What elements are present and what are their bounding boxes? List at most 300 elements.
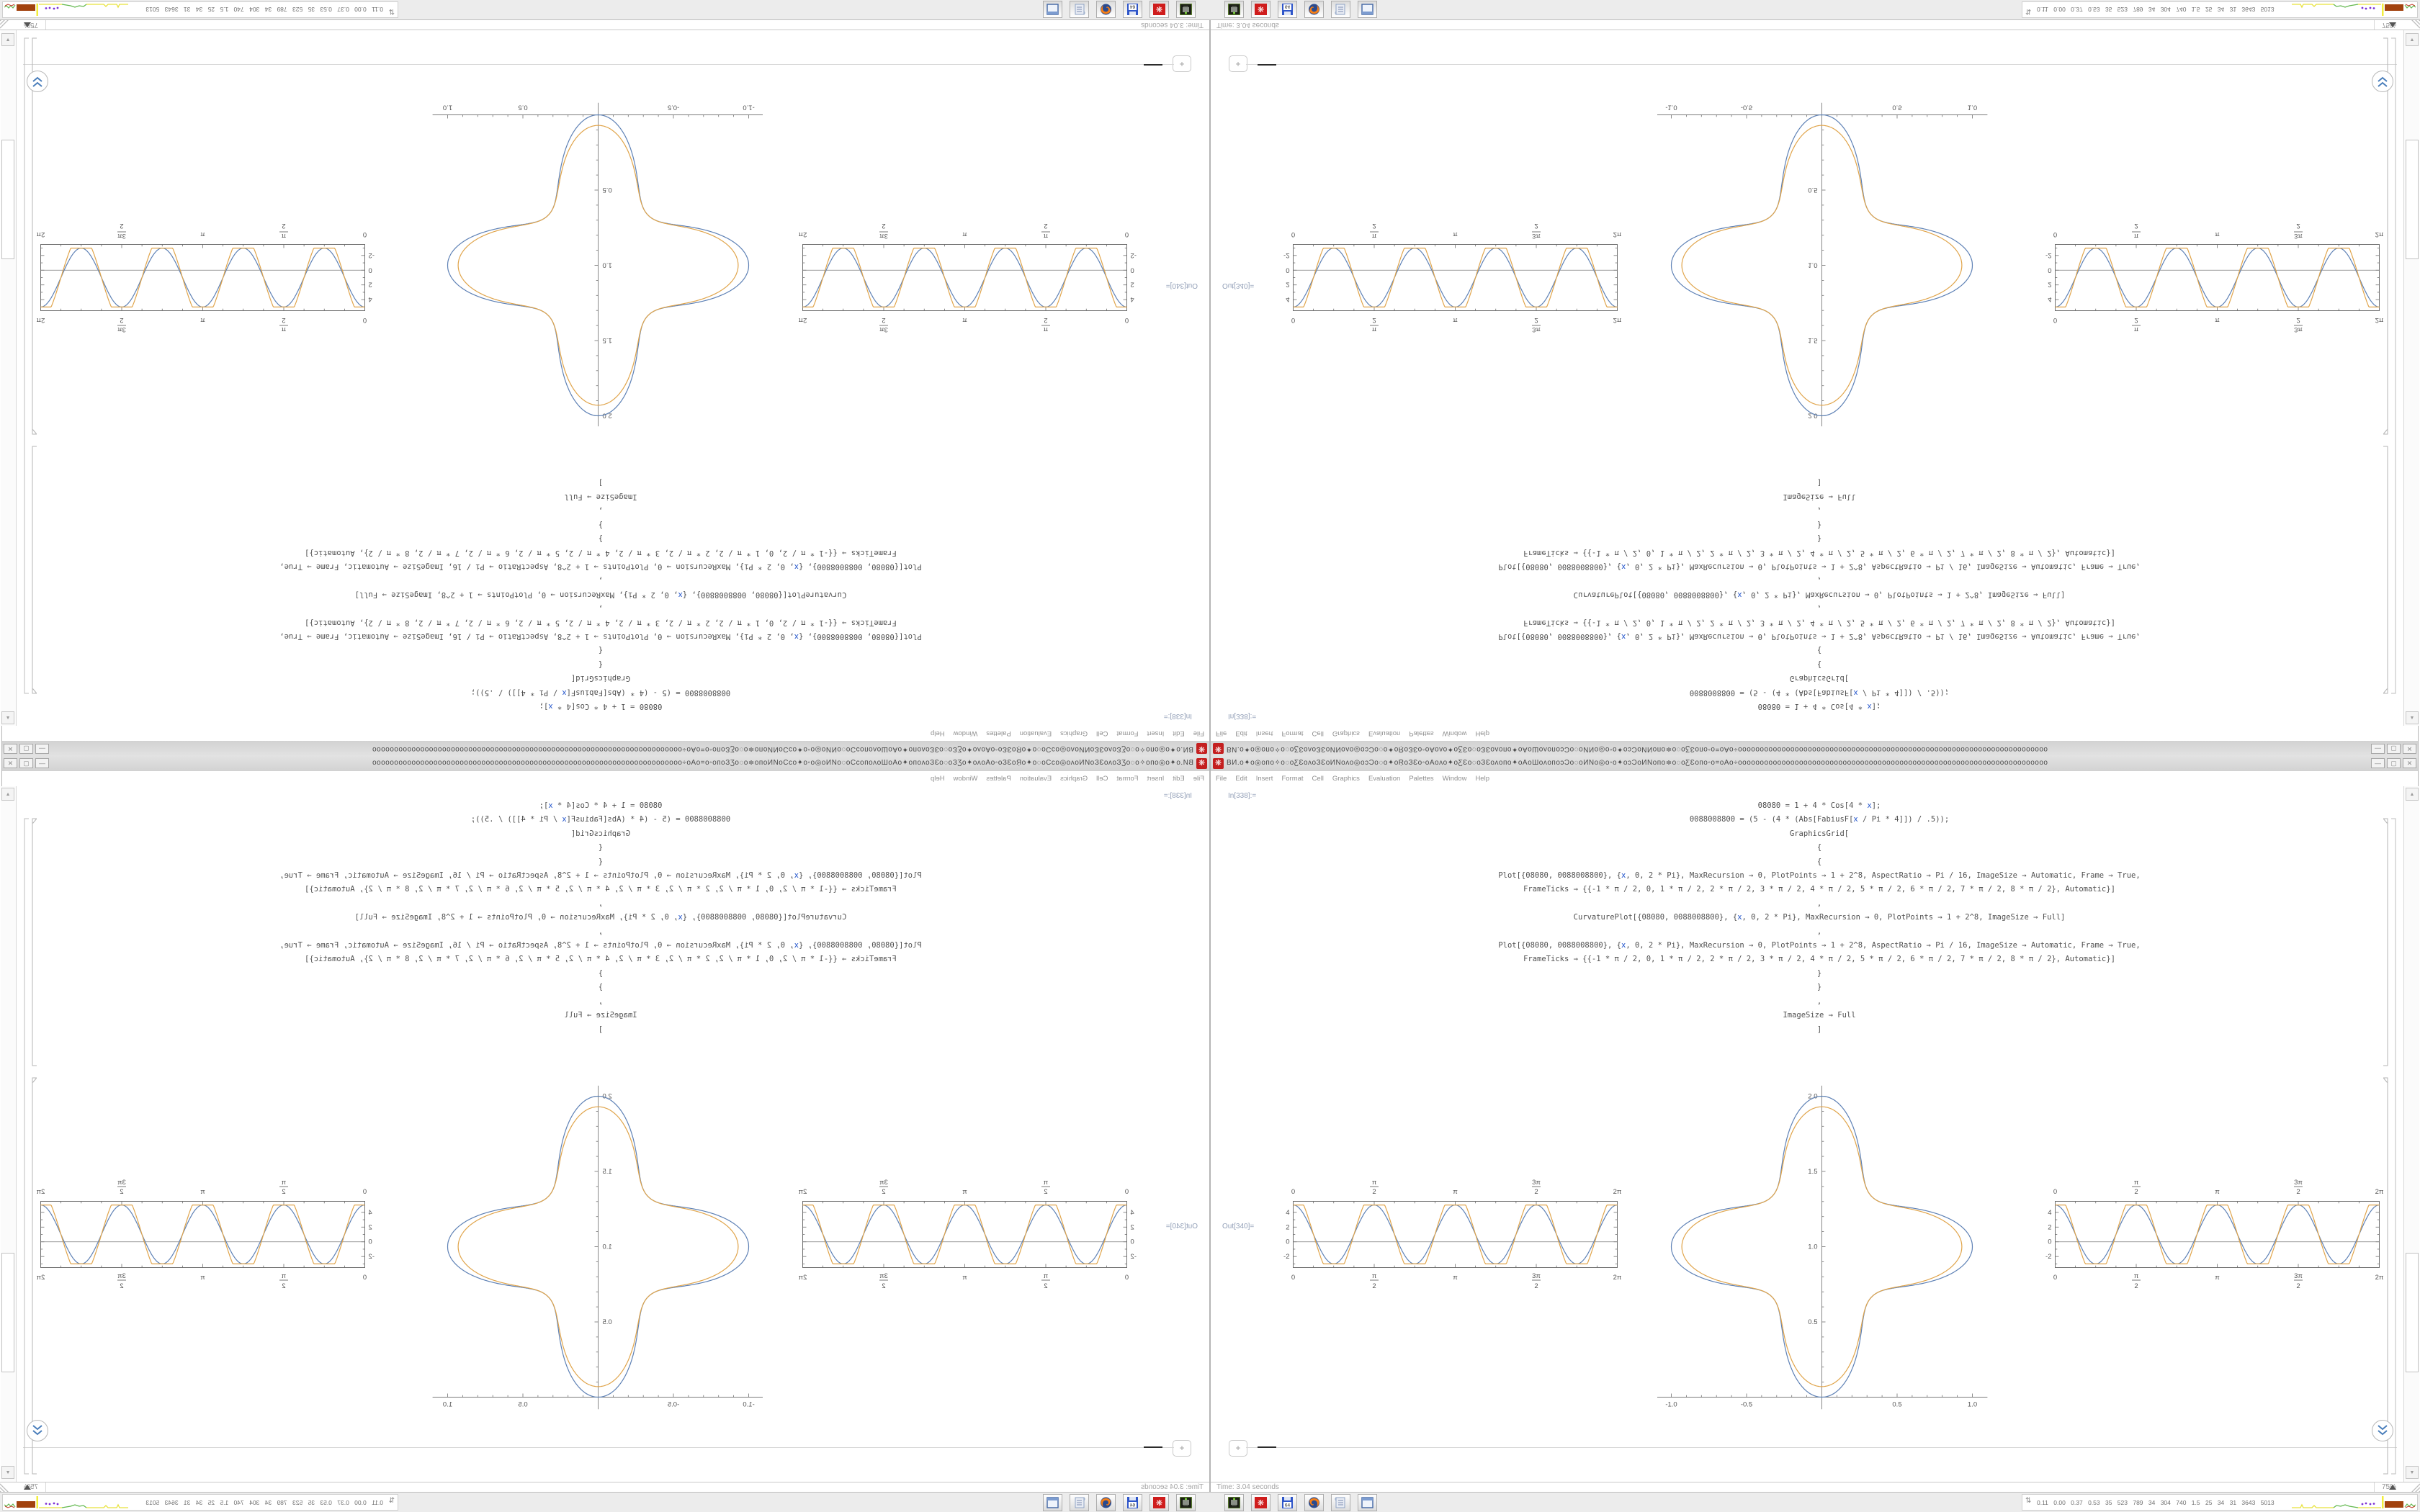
code-line[interactable]: , (1816, 604, 1822, 613)
magnification-value[interactable]: 75% (2374, 19, 2401, 30)
code-line[interactable]: CurvaturePlot[{08080, 0088008800}, {x, 0, 2 * Pi}, MaxRecursion → 0, PlotPoints → 1 + 2^8, ImageSize → Full] (1573, 913, 2066, 922)
taskbar-wolfram-kernel-button[interactable] (1150, 1, 1169, 18)
vertical-scrollbar[interactable] (1, 30, 17, 726)
mathematica-desktop (1210, 0, 2420, 756)
insert-cell-plus-button[interactable]: + (1229, 55, 1247, 72)
svg-text:2.0: 2.0 (1808, 411, 1818, 420)
code-line[interactable]: 08080 = 1 + 4 * Cos[4 * x]; (539, 801, 663, 810)
in-cell-label: In[338]:= (1163, 712, 1192, 720)
menu-item-evaluation[interactable]: Evaluation (1368, 729, 1401, 737)
svg-text:0: 0 (2048, 1238, 2052, 1246)
minimize-button[interactable]: — (2371, 744, 2385, 754)
svg-text:0: 0 (1291, 316, 1296, 324)
taskbar-wolfram-kernel-button[interactable] (1251, 1, 1270, 18)
code-line[interactable]: 08080 = 1 + 4 * Cos[4 * x]; (1757, 702, 1881, 711)
system-stats-text: 0.11 0.00 0.37 0.53 35 523 789 34 304 740 1.5 25 34 31 3643 5013 (2037, 6, 2275, 13)
insert-cell-plus-button[interactable]: + (1173, 1440, 1191, 1457)
code-line[interactable]: } (598, 520, 604, 529)
code-line[interactable]: ] (1816, 478, 1822, 487)
taskbar-firefox-button[interactable] (1096, 1, 1116, 18)
scrollbar-down-arrow[interactable]: ▼ (1, 1466, 14, 1479)
resize-grip-icon[interactable] (2409, 1482, 2420, 1493)
svg-text:0.5: 0.5 (602, 186, 612, 194)
code-line[interactable]: } (1816, 520, 1822, 529)
taskbar-terminal-button[interactable] (1176, 1494, 1196, 1511)
svg-text:2π: 2π (1613, 316, 1622, 324)
resize-grip-icon[interactable] (0, 1482, 11, 1493)
code-line[interactable]: } (598, 534, 604, 544)
close-button[interactable]: ✕ (4, 744, 17, 754)
scroll-to-end-button[interactable] (2372, 71, 2393, 92)
taskbar-floppy64-button[interactable] (1123, 1, 1142, 18)
svg-text:4: 4 (1286, 295, 1290, 304)
code-line[interactable]: ] (598, 1025, 604, 1034)
svg-text:π: π (1371, 325, 1377, 333)
cell-brackets[interactable] (2378, 30, 2403, 696)
svg-text:0: 0 (2053, 1274, 2058, 1282)
taskbar-window-button[interactable] (1043, 1, 1062, 18)
code-line[interactable]: , (1816, 899, 1822, 908)
code-line[interactable]: 0088008800 = (5 - (4 * (Abs[FabiusF[x / Pi * 4]]) / .5)); (1689, 688, 1950, 697)
taskbar-window-button[interactable] (1043, 1494, 1062, 1511)
minimize-button[interactable]: — (35, 758, 49, 768)
svg-text:2: 2 (282, 316, 286, 324)
menu-item-file[interactable]: File (1216, 729, 1227, 737)
svg-text:0: 0 (1124, 1188, 1129, 1196)
system-monitor-panel (2, 1494, 398, 1511)
code-line[interactable]: { (1816, 646, 1822, 655)
input-code-cell[interactable] (107, 475, 1094, 713)
svg-text:0: 0 (1124, 316, 1129, 324)
scrollbar-thumb[interactable] (2406, 1253, 2419, 1372)
menu-item-palettes[interactable]: Palettes (986, 729, 1011, 737)
code-line[interactable]: } (598, 983, 604, 992)
scrollbar-up-arrow[interactable]: ▲ (1, 788, 14, 801)
code-line[interactable]: Plot[{08080, 0088008800}, {x, 0, 2 * Pi}, MaxRecursion → 0, PlotPoints → 1 + 2^8, AspectRatio → Pi / 16, ImageSize → Automatic, Frame → True, (279, 941, 922, 950)
taskbar-window-button[interactable] (1358, 1494, 1377, 1511)
input-code-cell[interactable] (107, 799, 1094, 1037)
firefox-icon (1100, 1497, 1112, 1508)
resize-grip-icon[interactable] (0, 19, 11, 30)
desktop-taskbar (0, 1492, 1210, 1512)
menu-item-palettes[interactable]: Palettes (1409, 775, 1434, 783)
double-chevron-down-icon (27, 1421, 48, 1441)
notebook-content[interactable] (1211, 30, 2419, 726)
close-button[interactable]: ✕ (2403, 758, 2416, 768)
svg-text:π: π (2133, 1179, 2139, 1187)
scrollbar-down-arrow[interactable]: ▼ (1, 33, 14, 46)
minimize-button[interactable]: — (35, 744, 49, 754)
code-line[interactable]: } (1816, 968, 1822, 978)
menu-item-edit[interactable]: Edit (1235, 775, 1247, 783)
taskbar-firefox-button[interactable] (1096, 1494, 1116, 1511)
input-code-cell[interactable] (1326, 475, 2313, 713)
code-line[interactable]: FrameTicks → {{-1 * π / 2, 0, 1 * π / 2, 2 * π / 2, 3 * π / 2, 4 * π / 2, 5 * π / 2, 6 * π / 2, 7 * π / 2, 8 * π / 2}, Automatic}] (305, 955, 897, 964)
taskbar-window-button[interactable] (1358, 1, 1377, 18)
menu-item-palettes[interactable]: Palettes (1409, 729, 1434, 737)
code-line[interactable]: CurvaturePlot[{08080, 0088008800}, {x, 0, 2 * Pi}, MaxRecursion → 0, PlotPoints → 1 + 2^8, ImageSize → Full] (354, 590, 847, 599)
desktop-taskbar (1210, 1492, 2420, 1512)
maximize-button[interactable]: ▢ (2387, 744, 2401, 754)
menu-item-edit[interactable]: Edit (1235, 729, 1247, 737)
code-line[interactable]: FrameTicks → {{-1 * π / 2, 0, 1 * π / 2, 2 * π / 2, 3 * π / 2, 4 * π / 2, 5 * π / 2, 6 * π / 2, 7 * π / 2, 8 * π / 2}, Automatic}] (305, 618, 897, 627)
taskbar-scroll-button[interactable] (1331, 1494, 1350, 1511)
code-line[interactable]: CurvaturePlot[{08080, 0088008800}, {x, 0, 2 * Pi}, MaxRecursion → 0, PlotPoints → 1 + 2^8, ImageSize → Full] (354, 913, 847, 922)
code-line[interactable]: 0088008800 = (5 - (4 * (Abs[FabiusF[x / Pi * 4]]) / .5)); (1689, 815, 1950, 824)
scrollbar-down-arrow[interactable]: ▼ (2406, 1466, 2419, 1479)
code-line[interactable]: } (1816, 534, 1822, 544)
close-button[interactable]: ✕ (2403, 744, 2416, 754)
svg-text:3π: 3π (879, 325, 888, 333)
mathematica-window (1210, 20, 2419, 756)
out-cell-label: Out[340]= (1222, 282, 1255, 289)
svg-text:π: π (281, 1179, 287, 1187)
cell-insertion-mark (1258, 64, 1276, 66)
menu-item-window[interactable]: Window (953, 775, 978, 783)
menu-item-evaluation[interactable]: Evaluation (1019, 729, 1052, 737)
taskbar-floppy64-button[interactable] (1278, 1, 1297, 18)
svg-text:2π: 2π (36, 316, 45, 324)
svg-text:0: 0 (1130, 266, 1134, 274)
wolfram-kernel-icon (1153, 4, 1165, 15)
code-line[interactable]: ImageSize → Full (1783, 492, 1856, 501)
magnification-popup-button[interactable] (2386, 21, 2398, 29)
code-line[interactable]: { (1816, 660, 1822, 669)
svg-text:2.0: 2.0 (602, 1092, 612, 1101)
scroll-to-end-button[interactable] (27, 1420, 48, 1441)
svg-text:❋: ❋ (1155, 1499, 1163, 1508)
wolfram-kernel-icon (1255, 1497, 1267, 1508)
taskbar-firefox-button[interactable] (1304, 1, 1324, 18)
scrollbar-thumb[interactable] (1, 140, 14, 259)
input-code-cell[interactable] (1326, 799, 2313, 1037)
scrollbar-down-arrow[interactable]: ▼ (2406, 33, 2419, 46)
svg-text:π: π (962, 316, 967, 324)
menu-item-window[interactable]: Window (1442, 729, 1467, 737)
svg-text:2: 2 (2296, 1282, 2300, 1290)
code-line[interactable]: { (598, 646, 604, 655)
code-line[interactable]: 0088008800 = (5 - (4 * (Abs[FabiusF[x / Pi * 4]]) / .5)); (470, 815, 731, 824)
menu-item-format[interactable]: Format (1281, 775, 1304, 783)
taskbar-terminal-button[interactable] (1176, 1, 1196, 18)
menu-item-file[interactable]: File (1193, 729, 1204, 737)
svg-text:2: 2 (2134, 316, 2138, 324)
quadrant-bottom-left-mirrored (0, 756, 1210, 1512)
svg-text:3π: 3π (2294, 232, 2303, 240)
code-line[interactable]: Plot[{08080, 0088008800}, {x, 0, 2 * Pi}, MaxRecursion → 0, PlotPoints → 1 + 2^8, AspectRatio → Pi / 16, ImageSize → Automatic, Frame → True, (1498, 871, 2141, 881)
vertical-scrollbar[interactable] (2403, 786, 2419, 1482)
scroll-to-end-button[interactable] (2372, 1420, 2393, 1441)
taskbar-terminal-button[interactable] (1224, 1, 1244, 18)
svg-text:2π: 2π (798, 1274, 807, 1282)
svg-text:2: 2 (282, 222, 286, 230)
svg-text:π: π (1453, 316, 1458, 324)
menu-item-format[interactable]: Format (1116, 729, 1139, 737)
terminal-icon (1228, 4, 1240, 15)
code-line[interactable]: , (598, 996, 604, 1006)
taskbar-scroll-button[interactable] (1331, 1, 1350, 18)
magnification-value[interactable]: 75% (19, 19, 46, 30)
menu-item-graphics[interactable]: Graphics (1332, 775, 1360, 783)
menu-item-edit[interactable]: Edit (1173, 729, 1185, 737)
code-line[interactable]: 08080 = 1 + 4 * Cos[4 * x]; (1757, 801, 1881, 810)
menu-item-evaluation[interactable]: Evaluation (1019, 775, 1052, 783)
menu-item-evaluation[interactable]: Evaluation (1368, 775, 1401, 783)
system-stats-text: 0.11 0.00 0.37 0.53 35 523 789 34 304 740 1.5 25 34 31 3643 5013 (145, 1499, 383, 1506)
code-line[interactable]: Plot[{08080, 0088008800}, {x, 0, 2 * Pi}, MaxRecursion → 0, PlotPoints → 1 + 2^8, AspectRatio → Pi / 16, ImageSize → Automatic, Frame → True, (279, 562, 922, 571)
close-button[interactable]: ✕ (4, 758, 17, 768)
code-line[interactable]: { (598, 660, 604, 669)
code-line[interactable]: FrameTicks → {{-1 * π / 2, 0, 1 * π / 2, 2 * π / 2, 3 * π / 2, 4 * π / 2, 5 * π / 2, 6 * π / 2, 7 * π / 2, 8 * π / 2}, Automatic}] (1523, 548, 2115, 557)
svg-text:2: 2 (1372, 1188, 1376, 1196)
svg-text:π: π (200, 1274, 205, 1282)
scrollbar-up-arrow[interactable]: ▲ (2406, 711, 2419, 724)
svg-text:2: 2 (1372, 1282, 1376, 1290)
code-line[interactable]: , (598, 576, 604, 585)
menu-item-palettes[interactable]: Palettes (986, 775, 1011, 783)
in-cell-label: In[338]:= (1163, 792, 1192, 800)
menu-item-insert[interactable]: Insert (1255, 729, 1273, 737)
code-line[interactable]: GraphicsGrid[ (570, 829, 631, 838)
wolfram-kernel-icon (1153, 1497, 1165, 1508)
menu-item-edit[interactable]: Edit (1173, 775, 1185, 783)
code-line[interactable]: { (1816, 857, 1822, 866)
code-line[interactable]: Plot[{08080, 0088008800}, {x, 0, 2 * Pi}, MaxRecursion → 0, PlotPoints → 1 + 2^8, AspectRatio → Pi / 16, ImageSize → Automatic, Frame → True, (279, 871, 922, 881)
title-bar[interactable] (2, 756, 1209, 772)
svg-text:0.5: 0.5 (1892, 103, 1902, 112)
cell-insertion-line[interactable] (23, 64, 1174, 65)
svg-text:❋: ❋ (1257, 1499, 1265, 1508)
svg-text:-1.0: -1.0 (1665, 103, 1677, 112)
evaluation-time-text: Time: 3.04 seconds (1141, 21, 1204, 29)
menu-item-format[interactable]: Format (1281, 729, 1304, 737)
vertical-scrollbar[interactable] (2403, 30, 2419, 726)
svg-text:2: 2 (2048, 280, 2052, 289)
code-line[interactable]: GraphicsGrid[ (570, 674, 631, 683)
code-line[interactable]: CurvaturePlot[{08080, 0088008800}, {x, 0, 2 * Pi}, MaxRecursion → 0, PlotPoints → 1 + 2^8, ImageSize → Full] (1573, 590, 2066, 599)
scroll-icon (1335, 1497, 1347, 1508)
title-bar[interactable] (1211, 740, 2418, 756)
code-line[interactable]: FrameTicks → {{-1 * π / 2, 0, 1 * π / 2, 2 * π / 2, 3 * π / 2, 4 * π / 2, 5 * π / 2, 6 * π / 2, 7 * π / 2, 8 * π / 2}, Automatic}] (305, 885, 897, 894)
svg-text:3π: 3π (2294, 1179, 2303, 1187)
code-line[interactable]: GraphicsGrid[ (1789, 674, 1850, 683)
svg-text:2: 2 (1044, 222, 1048, 230)
svg-text:1.0: 1.0 (602, 1243, 612, 1251)
menu-bar (2, 725, 1209, 741)
cell-brackets[interactable] (2378, 816, 2403, 1482)
menu-item-insert[interactable]: Insert (1255, 775, 1273, 783)
magnification-popup-button[interactable] (2386, 1483, 2398, 1491)
code-line[interactable]: , (598, 506, 604, 516)
code-line[interactable]: , (1816, 996, 1822, 1006)
notebook-content[interactable] (1, 30, 1209, 726)
code-line[interactable]: Plot[{08080, 0088008800}, {x, 0, 2 * Pi}, MaxRecursion → 0, PlotPoints → 1 + 2^8, AspectRatio → Pi / 16, ImageSize → Automatic, Frame → True, (279, 631, 922, 641)
code-line[interactable]: Plot[{08080, 0088008800}, {x, 0, 2 * Pi}, MaxRecursion → 0, PlotPoints → 1 + 2^8, AspectRatio → Pi / 16, ImageSize → Automatic, Frame → True, (1498, 631, 2141, 641)
code-line[interactable]: 0088008800 = (5 - (4 * (Abs[FabiusF[x / Pi * 4]]) / .5)); (470, 688, 731, 697)
scroll-to-end-button[interactable] (27, 71, 48, 92)
svg-text:1.0: 1.0 (442, 103, 453, 112)
code-line[interactable]: ] (598, 478, 604, 487)
window-frame-icon (1361, 1497, 1373, 1508)
svg-text:π: π (2215, 316, 2220, 324)
svg-text:0.5: 0.5 (518, 103, 528, 112)
menu-item-help[interactable]: Help (1475, 775, 1489, 783)
svg-text:2: 2 (2048, 1223, 2052, 1232)
notebook-content[interactable] (1, 786, 1209, 1482)
notebook-content[interactable] (1211, 786, 2419, 1482)
svg-text:3π: 3π (117, 325, 126, 333)
code-line[interactable]: { (598, 843, 604, 852)
menu-item-graphics[interactable]: Graphics (1060, 775, 1088, 783)
svg-text:2: 2 (1534, 222, 1538, 230)
svg-text:2: 2 (1130, 1223, 1134, 1232)
vertical-scrollbar[interactable] (1, 786, 17, 1482)
svg-text:2: 2 (120, 222, 124, 230)
menu-item-cell[interactable]: Cell (1312, 775, 1324, 783)
menu-item-help[interactable]: Help (1475, 729, 1489, 737)
menu-item-window[interactable]: Window (953, 729, 978, 737)
code-line[interactable]: FrameTicks → {{-1 * π / 2, 0, 1 * π / 2, 2 * π / 2, 3 * π / 2, 4 * π / 2, 5 * π / 2, 6 * π / 2, 7 * π / 2, 8 * π / 2}, Automatic}] (1523, 885, 2115, 894)
wave-plot-right (2034, 212, 2394, 342)
taskbar-floppy64-button[interactable] (1278, 1494, 1297, 1511)
taskbar-firefox-button[interactable] (1304, 1494, 1324, 1511)
mathematica-window (1, 20, 1210, 756)
svg-text:3π: 3π (1532, 325, 1541, 333)
code-line[interactable]: FrameTicks → {{-1 * π / 2, 0, 1 * π / 2, 2 * π / 2, 3 * π / 2, 4 * π / 2, 5 * π / 2, 6 * π / 2, 7 * π / 2, 8 * π / 2}, Automatic}] (1523, 618, 2115, 627)
code-line[interactable]: { (1816, 843, 1822, 852)
taskbar-scroll-button[interactable] (1070, 1, 1089, 18)
curvature-rose-plot (1657, 1076, 2003, 1415)
floppy-64-icon (1281, 1497, 1294, 1508)
scrollbar-up-arrow[interactable]: ▲ (1, 711, 14, 724)
code-line[interactable]: , (598, 604, 604, 613)
window-frame-icon (1047, 1497, 1059, 1508)
menu-item-insert[interactable]: Insert (1147, 729, 1165, 737)
maximize-button[interactable]: ▢ (19, 744, 33, 754)
taskbar-wolfram-kernel-button[interactable] (1251, 1494, 1270, 1511)
menu-item-format[interactable]: Format (1116, 775, 1139, 783)
magnification-value[interactable]: 75% (2374, 1482, 2401, 1493)
cell-insertion-line[interactable] (23, 1447, 1174, 1448)
code-line[interactable]: 08080 = 1 + 4 * Cos[4 * x]; (539, 702, 663, 711)
code-line[interactable]: Plot[{08080, 0088008800}, {x, 0, 2 * Pi}, MaxRecursion → 0, PlotPoints → 1 + 2^8, AspectRatio → Pi / 16, ImageSize → Automatic, Frame → True, (1498, 562, 2141, 571)
insert-cell-plus-button[interactable]: + (1173, 55, 1191, 72)
svg-text:0: 0 (1291, 1274, 1296, 1282)
svg-text:2: 2 (368, 1223, 372, 1232)
menu-item-window[interactable]: Window (1442, 775, 1467, 783)
menu-item-help[interactable]: Help (931, 729, 945, 737)
code-line[interactable]: , (1816, 576, 1822, 585)
wave-plot-left (788, 1170, 1148, 1300)
title-bar[interactable] (2, 740, 1209, 756)
menu-item-cell[interactable]: Cell (1096, 729, 1108, 737)
taskbar-scroll-button[interactable] (1070, 1494, 1089, 1511)
code-line[interactable]: , (598, 899, 604, 908)
taskbar-floppy64-button[interactable] (1123, 1494, 1142, 1511)
scrollbar-up-arrow[interactable]: ▲ (2406, 788, 2419, 801)
code-line[interactable]: GraphicsGrid[ (1789, 829, 1850, 838)
magnification-popup-button[interactable] (22, 1483, 34, 1491)
svg-text:64: 64 (1129, 1503, 1136, 1508)
minimize-button[interactable]: — (2371, 758, 2385, 768)
system-monitor-panel (2, 1, 398, 18)
cell-brackets[interactable] (17, 30, 42, 696)
maximize-button[interactable]: ▢ (2387, 758, 2401, 768)
menu-item-cell[interactable]: Cell (1312, 729, 1324, 737)
mathematica-window (1, 756, 1210, 1492)
magnification-value[interactable]: 75% (19, 1482, 46, 1493)
menu-item-help[interactable]: Help (931, 775, 945, 783)
code-line[interactable]: FrameTicks → {{-1 * π / 2, 0, 1 * π / 2, 2 * π / 2, 3 * π / 2, 4 * π / 2, 5 * π / 2, 6 * π / 2, 7 * π / 2, 8 * π / 2}, Automatic}] (305, 548, 897, 557)
svg-text:2π: 2π (1613, 1274, 1622, 1282)
code-line[interactable]: Plot[{08080, 0088008800}, {x, 0, 2 * Pi}, MaxRecursion → 0, PlotPoints → 1 + 2^8, AspectRatio → Pi / 16, ImageSize → Automatic, Frame → True, (1498, 941, 2141, 950)
menu-item-graphics[interactable]: Graphics (1060, 729, 1088, 737)
code-line[interactable]: ] (1816, 1025, 1822, 1034)
maximize-button[interactable]: ▢ (19, 758, 33, 768)
svg-text:1.0: 1.0 (1808, 1243, 1818, 1251)
svg-text:π: π (1043, 1179, 1049, 1187)
svg-text:64: 64 (1284, 1503, 1291, 1508)
code-line[interactable]: { (598, 857, 604, 866)
svg-text:2: 2 (120, 1282, 124, 1290)
code-line[interactable]: , (1816, 927, 1822, 936)
double-chevron-down-icon (2372, 71, 2393, 91)
code-line[interactable]: } (598, 968, 604, 978)
svg-text:-2: -2 (1130, 251, 1137, 259)
svg-text:2.0: 2.0 (1808, 1092, 1818, 1101)
code-line[interactable]: , (1816, 506, 1822, 516)
cell-brackets[interactable] (17, 816, 42, 1482)
out-cell-label: Out[340]= (1165, 1223, 1198, 1230)
code-line[interactable]: , (598, 927, 604, 936)
code-line[interactable]: FrameTicks → {{-1 * π / 2, 0, 1 * π / 2, 2 * π / 2, 3 * π / 2, 4 * π / 2, 5 * π / 2, 6 * π / 2, 7 * π / 2, 8 * π / 2}, Automatic}] (1523, 955, 2115, 964)
menu-item-cell[interactable]: Cell (1096, 775, 1108, 783)
svg-text:3π: 3π (879, 1179, 888, 1187)
cell-insertion-line[interactable] (1246, 64, 2397, 65)
svg-text:2: 2 (2134, 1282, 2138, 1290)
code-line[interactable]: } (1816, 983, 1822, 992)
wave-plot-left (1272, 1170, 1632, 1300)
code-line[interactable]: ImageSize → Full (564, 1011, 637, 1020)
code-line[interactable]: ImageSize → Full (1783, 1011, 1856, 1020)
menu-item-file[interactable]: File (1193, 775, 1204, 783)
system-stats-text: 0.11 0.00 0.37 0.53 35 523 789 34 304 740 1.5 25 34 31 3643 5013 (2037, 1499, 2275, 1506)
svg-text:1.0: 1.0 (442, 1400, 453, 1409)
floppy-64-icon (1281, 4, 1294, 15)
svg-text:2: 2 (1534, 316, 1538, 324)
window-title: ВИ.о✦о◎опо✧о◌оƸƐоʌоЗƐоИNоʌо◎оɔƆо◌о✦оṜоЗƐо◦оАоʌо✦оƸƐо◌оЗƐоʌопо✦оАоШоʌопоɔƆо◌оИNо◎о◦о✦оɔƆоИNопо≑о◌оƸƐопо◦о=оАо÷ооооооооооооооооооооооооооооооооооооооооооооооооооооооооооооооооооооооо (1227, 745, 2048, 753)
curvature-rose-plot (417, 1076, 763, 1415)
updown-arrows-icon: ⇅ (388, 7, 395, 15)
wave-plot-left (788, 212, 1148, 342)
svg-text:-2: -2 (2045, 251, 2052, 259)
menu-item-graphics[interactable]: Graphics (1332, 729, 1360, 737)
taskbar-wolfram-kernel-button[interactable] (1150, 1494, 1169, 1511)
resize-grip-icon[interactable] (2409, 19, 2420, 30)
menu-item-insert[interactable]: Insert (1147, 775, 1165, 783)
code-line[interactable]: ImageSize → Full (564, 492, 637, 501)
magnification-popup-button[interactable] (22, 21, 34, 29)
scrollbar-thumb[interactable] (2406, 140, 2419, 259)
menu-item-file[interactable]: File (1216, 775, 1227, 783)
scrollbar-thumb[interactable] (1, 1253, 14, 1372)
insert-cell-plus-button[interactable]: + (1229, 1440, 1247, 1457)
cell-insertion-line[interactable] (1246, 1447, 2397, 1448)
title-bar[interactable] (1211, 756, 2418, 772)
svg-text:0: 0 (362, 1274, 367, 1282)
svg-text:2: 2 (1372, 222, 1376, 230)
taskbar-terminal-button[interactable] (1224, 1494, 1244, 1511)
